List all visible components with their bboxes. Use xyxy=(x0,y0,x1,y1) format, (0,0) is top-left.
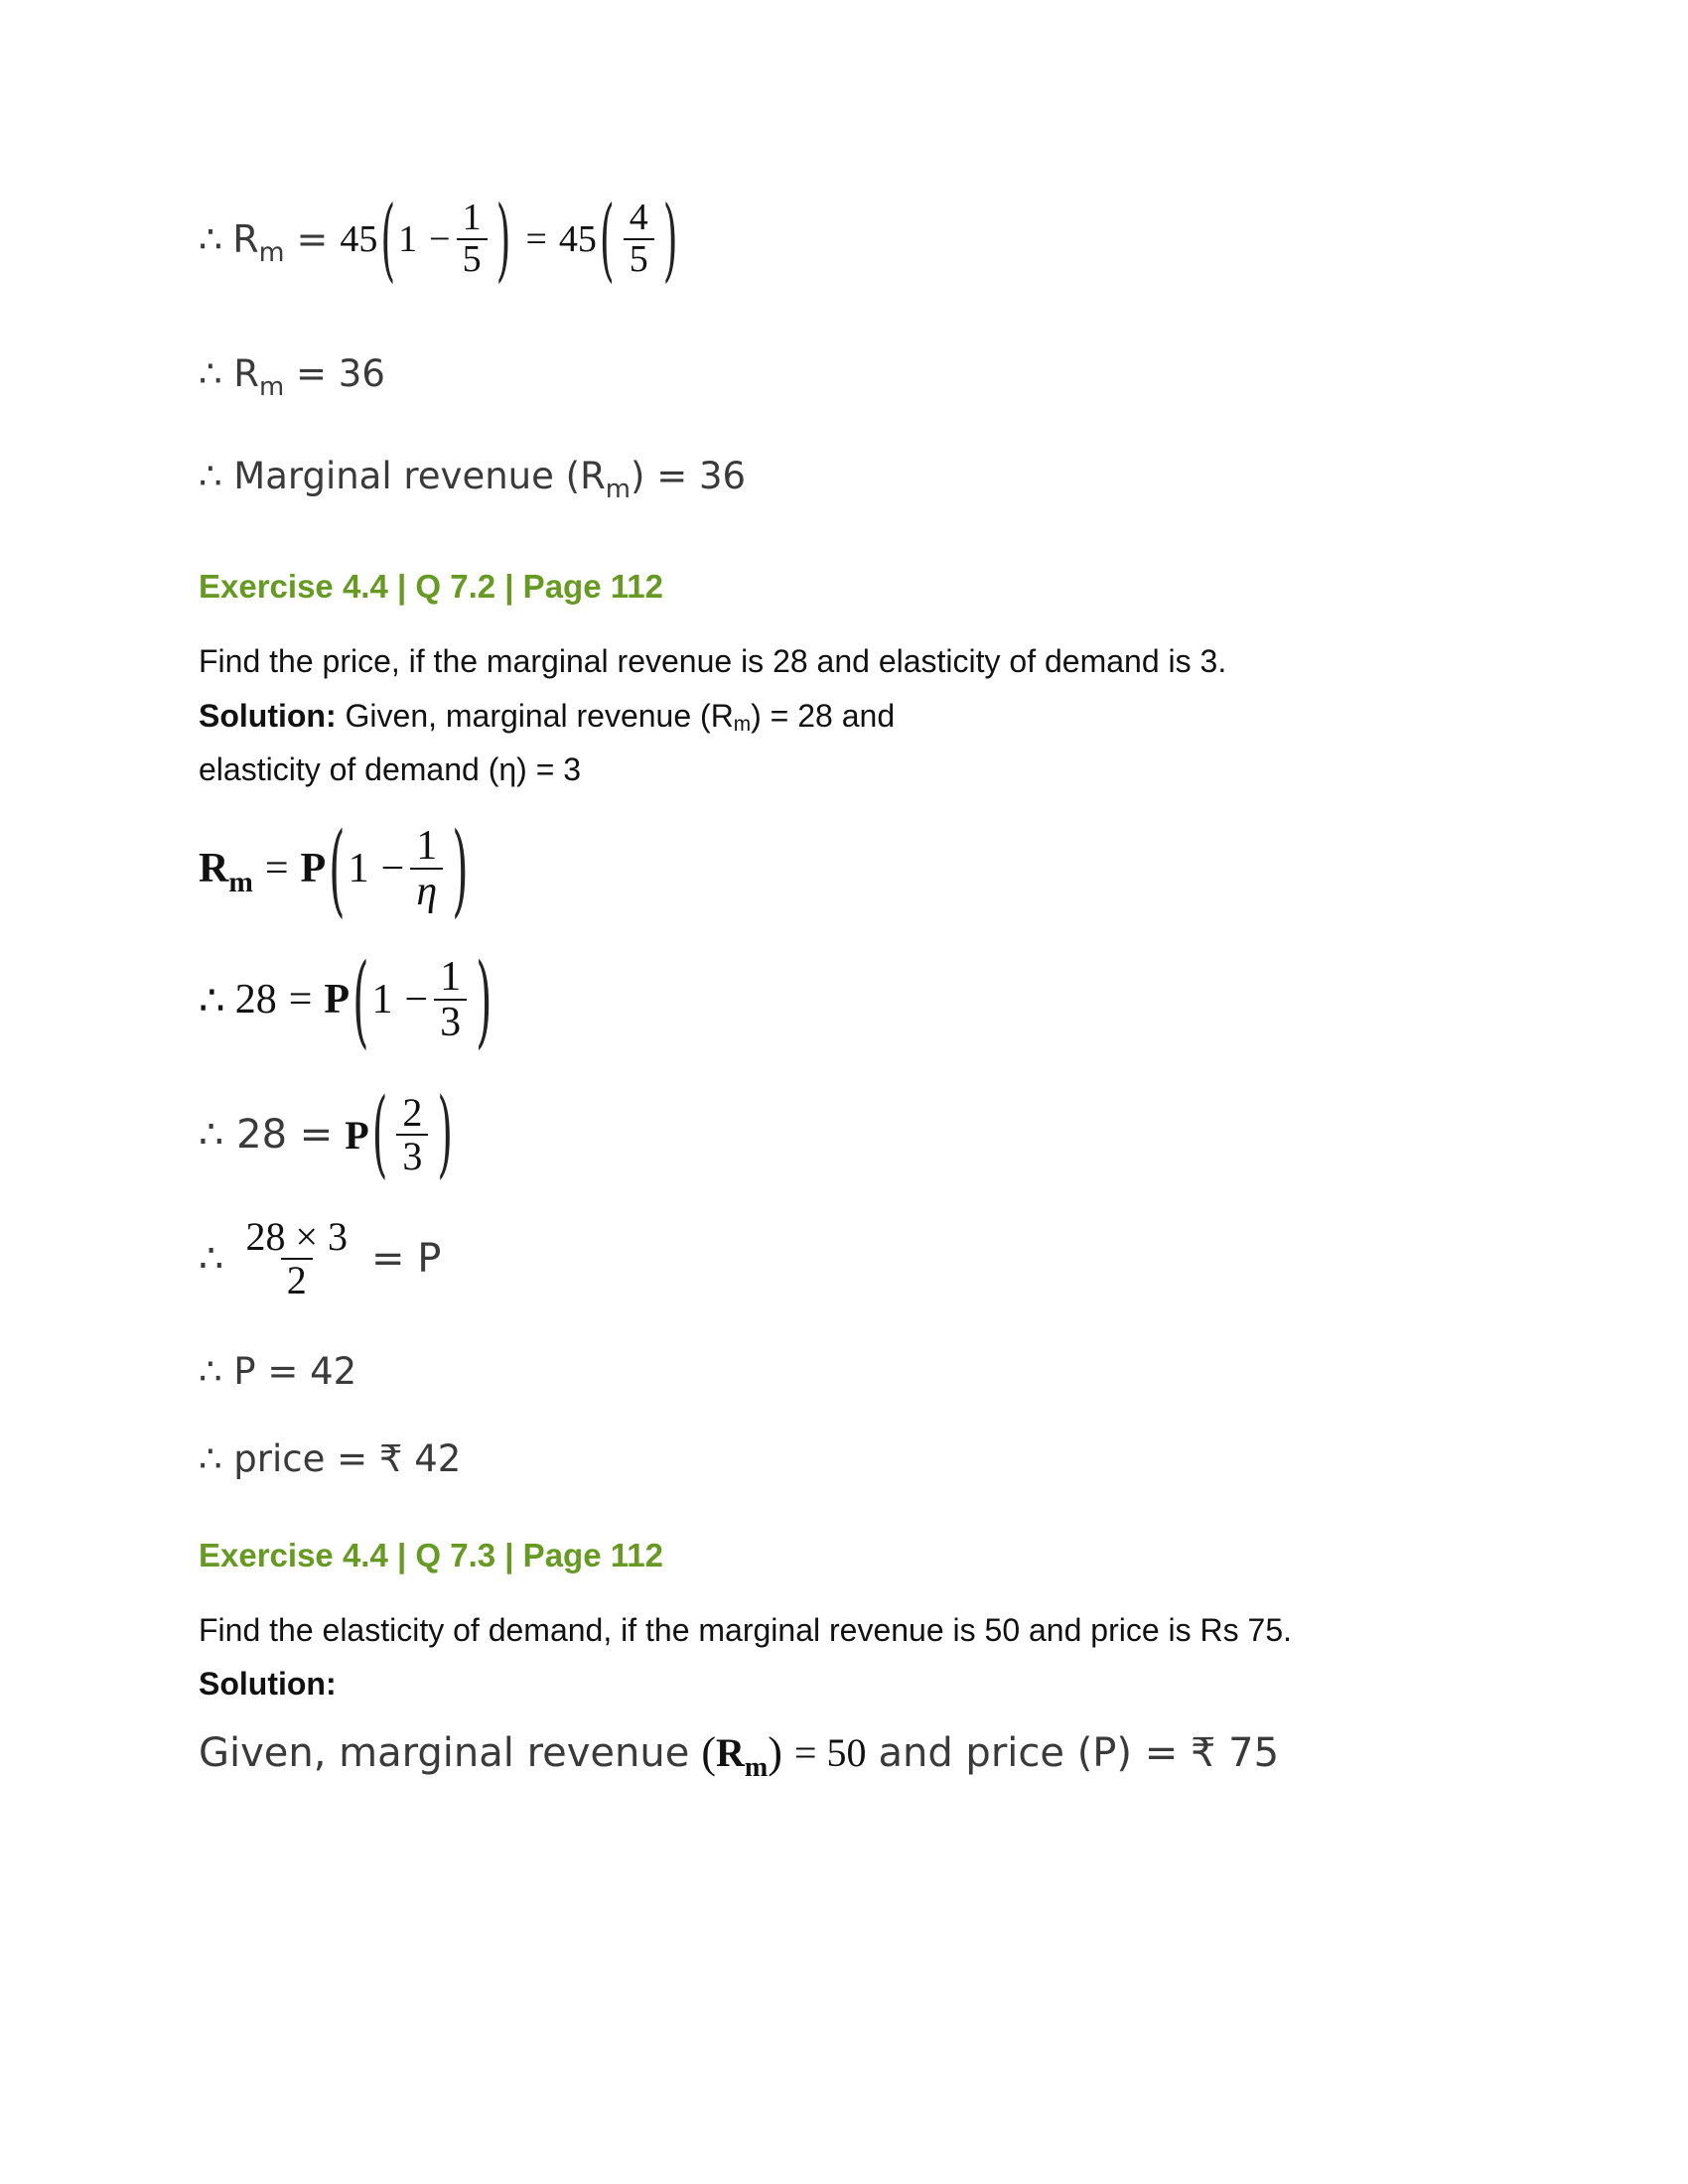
solution-given-line-1: Solution: Given, marginal revenue (Rm) = 28 and xyxy=(199,698,896,737)
right-paren: ) xyxy=(662,187,678,292)
left-paren: ( xyxy=(380,187,396,292)
question-text-q72: Find the price, if the marginal revenue is 28 and elasticity of demand is 3. xyxy=(199,643,1227,679)
equation-rm-45 xyxy=(199,187,681,292)
rm-symbol: $R_m$ xyxy=(716,1730,769,1783)
rm-symbol: $R_m$ xyxy=(199,846,253,899)
exercise-heading-q73: Exercise 4.4 | Q 7.3 | Page 112 xyxy=(199,1537,663,1573)
left-paren: ( xyxy=(329,810,346,927)
right-paren: ) xyxy=(452,810,469,927)
exercise-heading-q72: Exercise 4.4 | Q 7.2 | Page 112 xyxy=(199,568,663,605)
rm-symbol: $R_m$ xyxy=(232,216,285,269)
price-rupees-result: ∴ price = ₹ 42 xyxy=(199,1437,462,1480)
right-paren: ) xyxy=(437,1079,453,1190)
one-term: 1 xyxy=(398,217,418,260)
fraction: $\frac{1}{5}$ xyxy=(457,199,488,280)
right-paren: ) xyxy=(495,187,511,292)
formula-marginal-revenue: $R_m$ = P ( 1 − $\frac{1}{\eta}$ ) xyxy=(199,810,469,927)
fraction: $\frac{2}{3}$ xyxy=(396,1092,428,1177)
solution-given-line-2: elasticity of demand (η) = 3 xyxy=(199,751,582,787)
equation-rm-36: ∴ $R_m = 36$ xyxy=(199,352,385,403)
therefore-symbol: ∴ xyxy=(199,216,223,261)
equals-sign: = xyxy=(264,846,289,892)
fraction: $\frac{1}{3}$ xyxy=(434,955,467,1044)
right-paren: ) xyxy=(476,941,492,1058)
formula-substituted: ∴ 28 = P ( 1 − $\frac{1}{3}$ ) xyxy=(199,941,492,1058)
coefficient: 45 xyxy=(558,217,597,260)
formula-simplified: ∴ 28 = P ( $\frac{2}{3}$ ) xyxy=(199,1079,453,1190)
given-values-q73: Given, marginal revenue ( $R_m$ ) = 50 and price (P) = ₹ 75 xyxy=(199,1728,1280,1783)
left-paren: ( xyxy=(352,941,369,1058)
left-paren: ( xyxy=(599,187,615,292)
minus-sign: − xyxy=(429,217,451,260)
coefficient: 45 xyxy=(340,217,378,260)
fraction: $\frac{28 \times 3}{2}$ xyxy=(245,1214,349,1302)
fraction: $\frac{1}{\eta}$ xyxy=(410,824,443,913)
left-paren: ( xyxy=(371,1079,388,1190)
formula-solve-price: ∴ $\frac{28 \times 3}{2}$ = P xyxy=(199,1214,442,1302)
equals-sign: = xyxy=(525,217,547,260)
price-result: ∴ P = 42 xyxy=(199,1350,357,1393)
question-text-q73: Find the elasticity of demand, if the marginal revenue is 50 and price is Rs 75. xyxy=(199,1612,1293,1648)
equals-sign: = xyxy=(296,216,329,261)
price-symbol: P xyxy=(300,846,327,892)
solution-label-q73: Solution: xyxy=(199,1666,337,1702)
fraction: $\frac{4}{5}$ xyxy=(624,199,654,280)
marginal-revenue-result: ∴ Marginal revenue $(R_m) = 36$ xyxy=(199,455,747,505)
solution-label: Solution: xyxy=(199,698,337,734)
